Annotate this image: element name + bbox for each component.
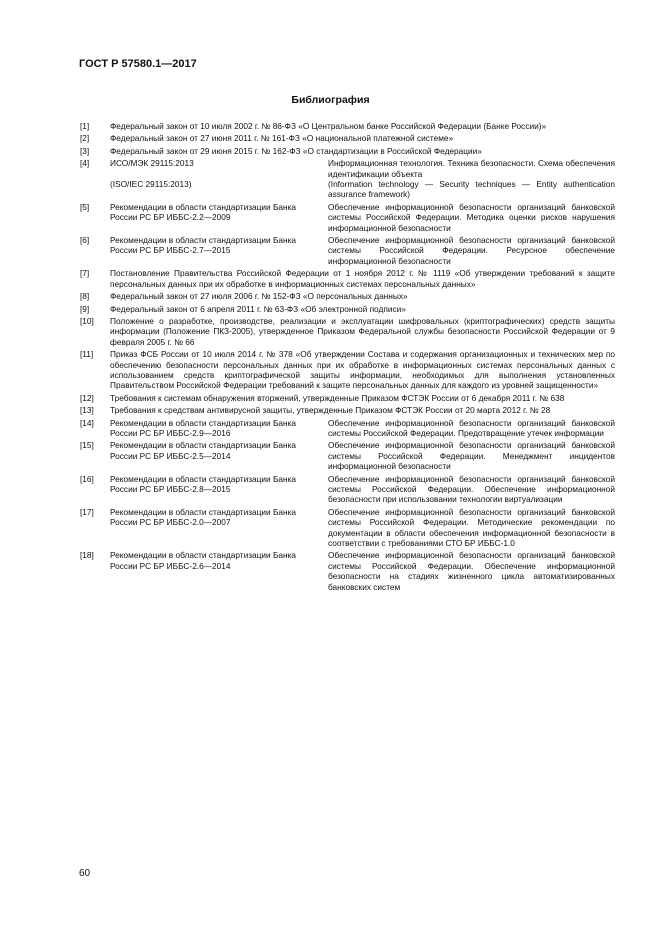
entry-text: Федеральный закон от 6 апреля 2011 г. № 63-ФЗ «Об электронной подписи»	[110, 303, 406, 314]
bib-entry-12	[80, 393, 615, 403]
entry-text: Федеральный закон от 10 июля 2002 г. № 86-ФЗ «О Центральном банке Российской Федерации (Банке России)»	[110, 121, 547, 131]
entry-number: [6]	[80, 235, 90, 246]
entry-number: [8]	[80, 291, 90, 302]
entry-description: Обеспечение информационной безопасности организаций банковской системы Российской Федерации. Обеспечение информационной безопасности при использовании технологии виртуализации	[328, 473, 615, 505]
entry-description: Обеспечение информационной безопасности организаций банковской системы Российской Федерации. Ресурсное обеспечение информационной безопасности	[328, 235, 615, 266]
entry-source: Рекомендации в области стандартизации Банка России РС БР ИББС-2.5—2014	[110, 440, 297, 461]
entry-text: Требования к средствам антивирусной защиты, утвержденные Приказом ФСТЭК России от 20 марта 2012 г. № 28	[110, 405, 551, 416]
entry-title-en: (Information technology — Security techniques — Entity authentication assurance framework)	[328, 179, 615, 200]
entry-source: Рекомендации в области стандартизации Банка России РС БР ИББС-2.0—2007	[110, 506, 297, 528]
entry-source: Рекомендации в области стандартизации Банка России РС БР ИББС-2.8—2015	[110, 473, 297, 494]
bib-entry-9	[80, 304, 615, 314]
entry-description	[328, 158, 615, 200]
entry-description: Обеспечение информационной безопасности организаций банковской системы Российской Федерации. Обеспечение информационной безопасности на стадиях жизненного цикла автоматизированных банковских систем	[328, 550, 615, 592]
entry-text: Федеральный закон от 29 июня 2015 г. № 162-ФЗ «О стандартизации в Российской Федерации»	[110, 145, 482, 156]
entry-title-ru: Информационная технология. Техника безопасности. Схема обеспечения идентификации объекта	[328, 158, 615, 179]
entry-number: [1]	[80, 121, 90, 131]
bibliography-list	[80, 121, 615, 594]
entry-number: [3]	[80, 145, 90, 156]
entry-description: Обеспечение информационной безопасности организаций банковской системы Российской Федерации. Методические рекомендации по документации в области обеспечения информационной безопасности в соответствии с требованиями СТО БР ИББС-1.0	[328, 506, 615, 549]
entry-text: Федеральный закон от 27 июля 2006 г. № 152-ФЗ «О персональных данных»	[110, 291, 408, 302]
entry-text: Требования к системам обнаружения вторжений, утвержденные Приказом ФСТЭК России от 6 декабря 2011 г. № 638	[110, 392, 565, 403]
bib-entry-4	[80, 158, 615, 200]
document-header: ГОСТ Р 57580.1—2017	[79, 58, 197, 70]
entry-number: [10]	[80, 315, 94, 326]
entry-source-primary: ИСО/МЭК 29115:2013	[110, 158, 194, 169]
bib-entry-5	[80, 202, 615, 233]
entry-number: [18]	[80, 550, 94, 561]
entry-number: [15]	[80, 440, 94, 451]
entry-number: [17]	[80, 506, 94, 517]
entry-source: Рекомендации в области стандартизации Банка России РС БР ИББС-2.6—2014	[110, 550, 297, 571]
entry-text: Постановление Правительства Российской Федерации от 1 ноября 2012 г. № 1119 «Об утверждении требований к защите персональных данных при их обработке в информационных системах персональных данных»	[110, 268, 615, 289]
bib-entry-17	[80, 507, 615, 549]
bib-entry-10	[80, 316, 615, 347]
bib-entry-11	[80, 349, 615, 391]
entry-number: [12]	[80, 392, 94, 403]
bib-entry-7	[80, 268, 615, 289]
entry-text: Федеральный закон от 27 июня 2011 г. № 161-ФЗ «О национальной платежной системе»	[110, 133, 454, 144]
entry-number: [4]	[80, 158, 90, 169]
entry-description: Обеспечение информационной безопасности организаций банковской системы Российской Федерации. Менеджмент инцидентов информационной безопасности	[328, 440, 615, 472]
page-number: 60	[79, 868, 91, 879]
entry-text: Приказ ФСБ России от 10 июля 2014 г. № 378 «Об утверждении Состава и содержания организационных и технических мер по обеспечению безопасности персональных данных при их обработке в информационных системах персональных данных с использованием средств криптографической защиты информации, необходимых для выполнения установленных Правительством Российской Федерации требований к защите персональных данных для каждого из уровней защищенности»	[110, 349, 615, 391]
entry-text: Положение о разработке, производстве, реализации и эксплуатации шифровальных (криптографических) средств защиты информации (Положение ПКЗ-2005), утвержденное Приказом Федеральной службы безопасности Российской Федерации от 9 февраля 2005 г. № 66	[110, 315, 615, 347]
bib-entry-16	[80, 474, 615, 505]
bib-entry-15	[80, 440, 615, 471]
entry-number: [7]	[80, 268, 90, 279]
bibliography-title: Библиография	[291, 94, 370, 106]
bib-entry-6	[80, 235, 615, 266]
bib-entry-8	[80, 291, 615, 301]
bib-entry-2	[80, 133, 615, 143]
entry-number: [13]	[80, 405, 94, 416]
entry-number: [5]	[80, 201, 90, 212]
bib-entry-3	[80, 146, 615, 156]
entry-description: Обеспечение информационной безопасности организаций банковской системы Российской Федерации. Методика оценки рисков нарушения информационной безопасности	[328, 201, 615, 233]
bib-entry-13	[80, 405, 615, 415]
entry-source: Рекомендации в области стандартизации Банка России РС БР ИББС-2.7—2015	[110, 235, 297, 256]
entry-number: [14]	[80, 417, 94, 428]
entry-source-original: (ISO/IEC 29115:2013)	[110, 179, 192, 190]
bib-entry-1	[80, 121, 615, 131]
entry-source: Рекомендации в области стандартизации Банка России РС БР ИББС-2.2—2009	[110, 201, 297, 223]
entry-number: [9]	[80, 303, 90, 314]
entry-number: [16]	[80, 473, 94, 484]
entry-source	[110, 158, 328, 189]
entry-number: [11]	[80, 349, 94, 360]
entry-description: Обеспечение информационной безопасности организаций банковской системы Российской Федерации. Предотвращение утечек информации	[328, 417, 615, 438]
bib-entry-14	[80, 418, 615, 439]
entry-number: [2]	[80, 133, 90, 144]
entry-source: Рекомендации в области стандартизации Банка России РС БР ИББС-2.9—2016	[110, 417, 297, 438]
bib-entry-18	[80, 550, 615, 592]
